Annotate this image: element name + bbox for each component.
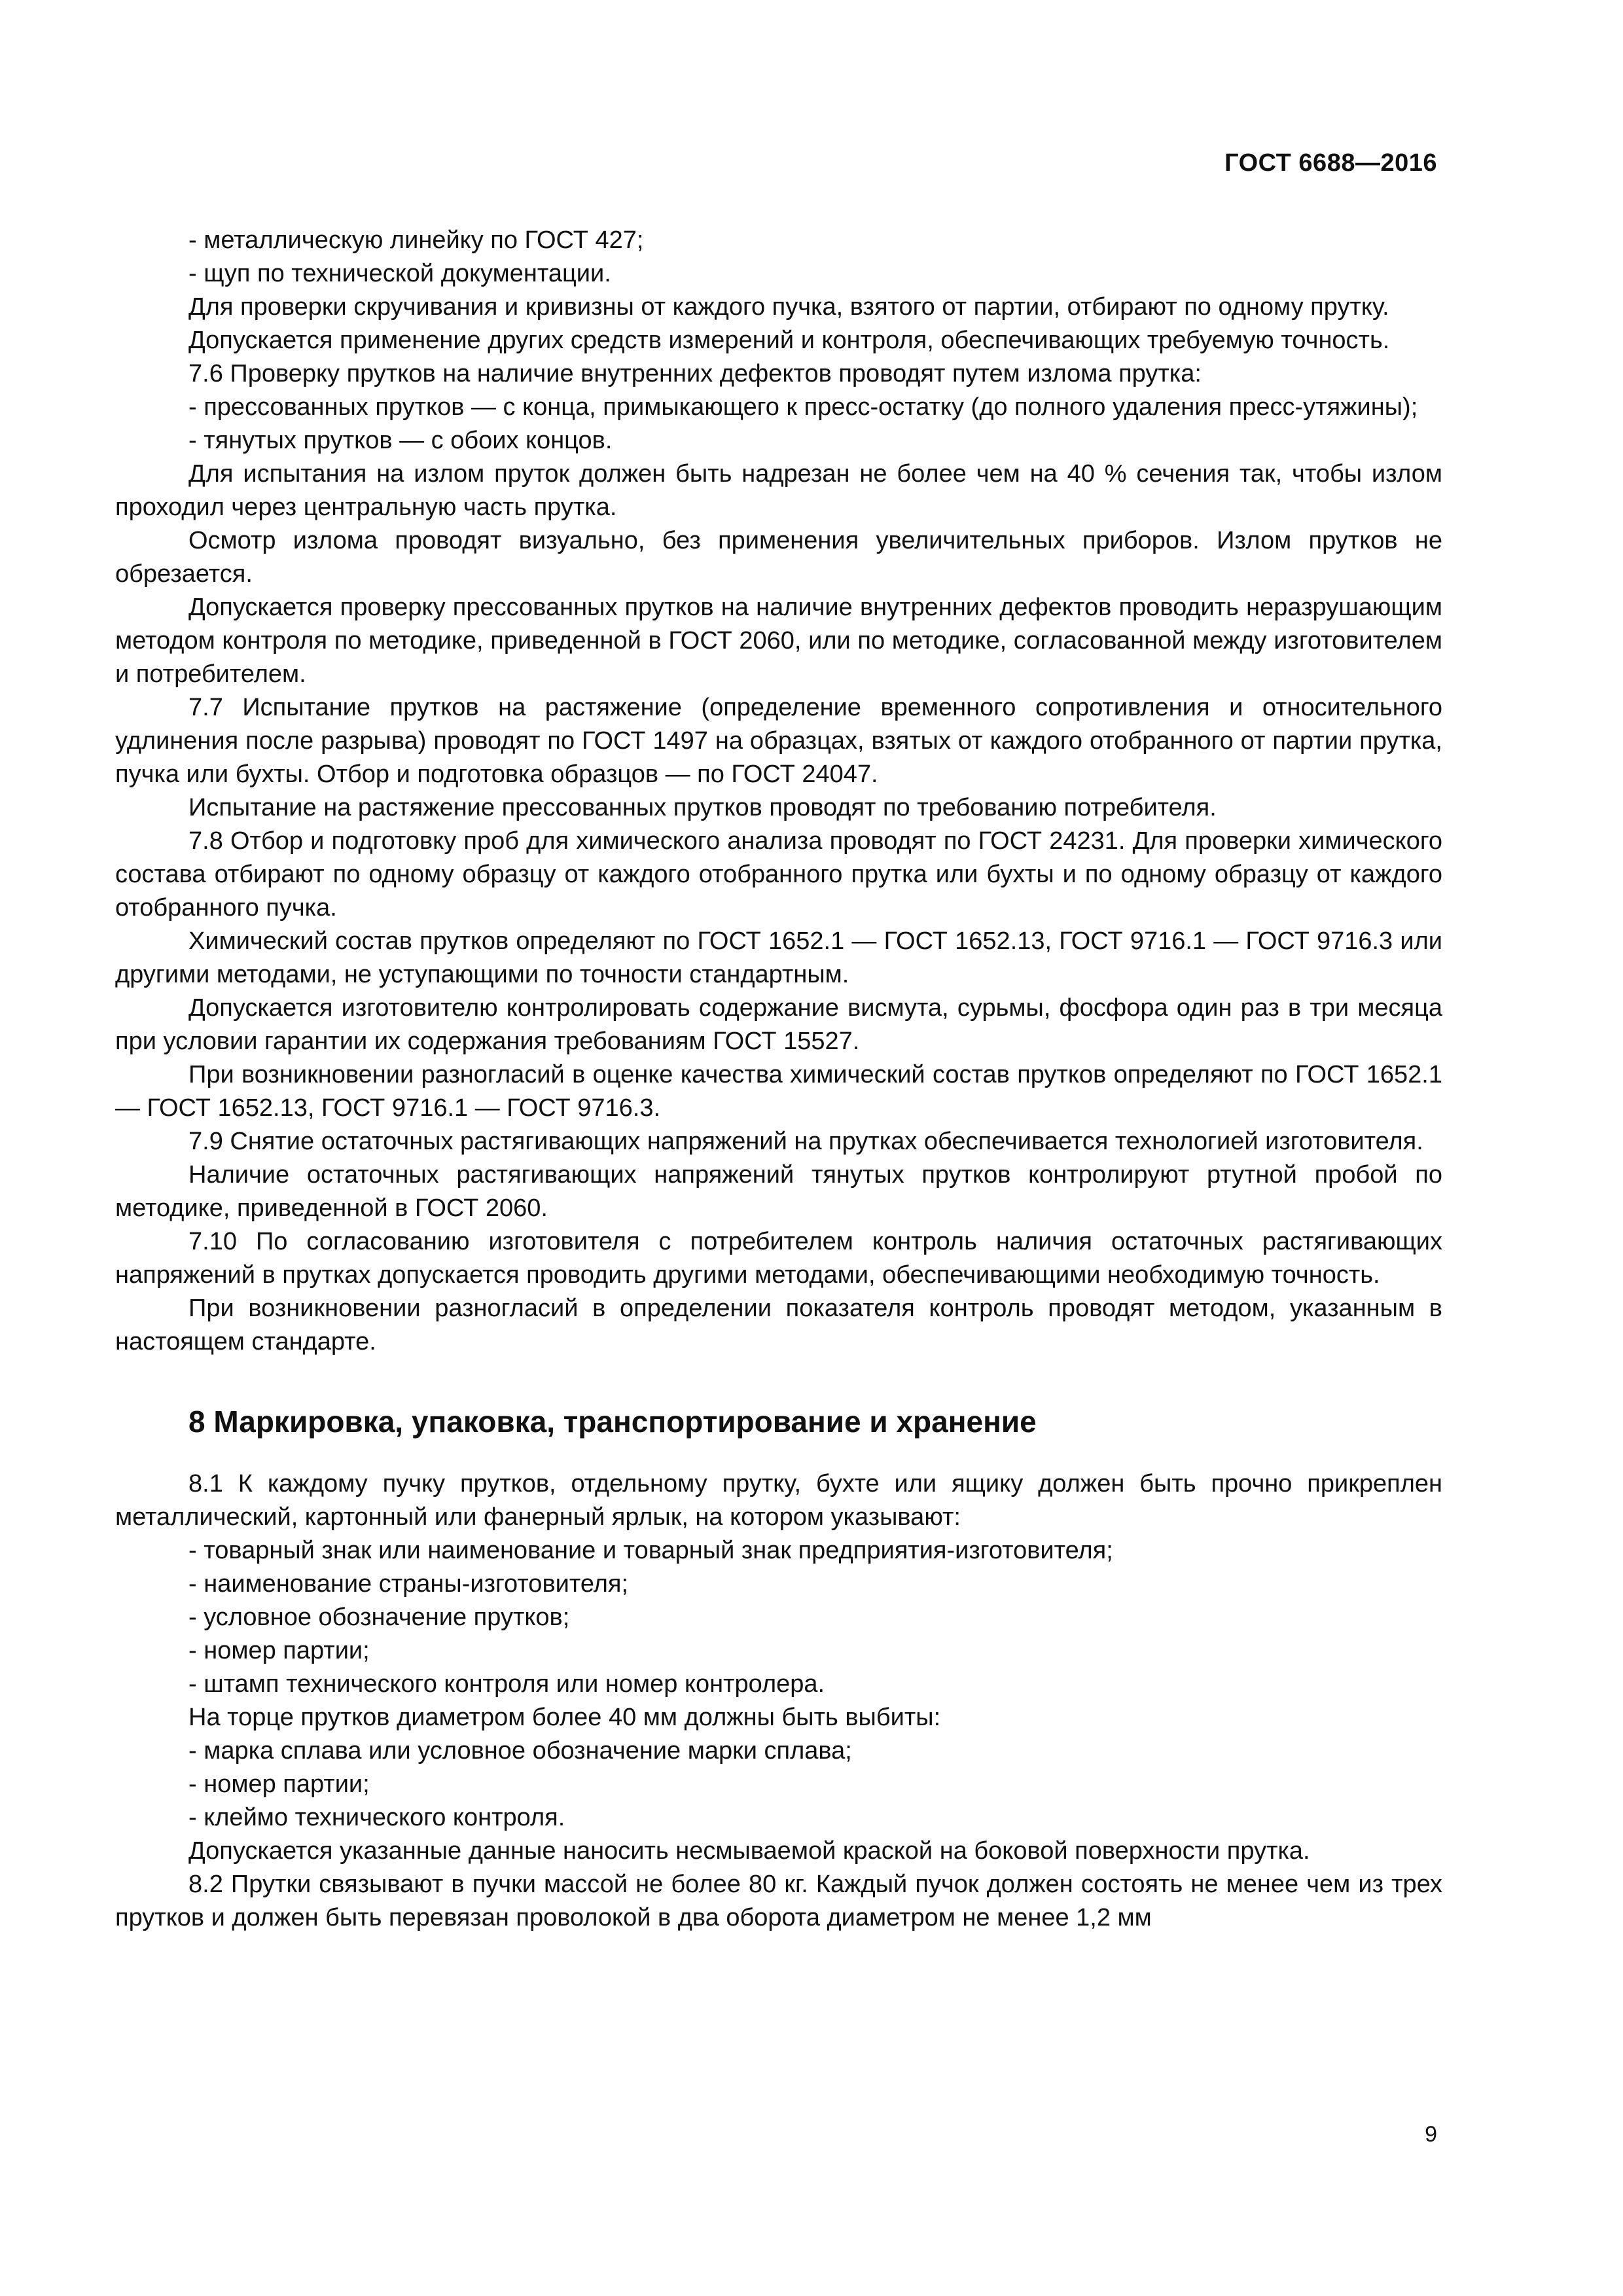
paragraph: Допускается указанные данные наносить несмываемой краской на боковой поверхности прутка.	[188, 1837, 1310, 1865]
paragraph: Допускается изготовителю контролировать содержание висмута, сурьмы, фосфора один раз в три месяца при условии гарантии их содержания требованиям ГОСТ 15527.	[115, 994, 1442, 1055]
list-item: - условное обозначение прутков;	[188, 1604, 570, 1631]
page-number: 9	[1425, 2122, 1437, 2147]
paragraph: 7.6 Проверку прутков на наличие внутренних дефектов проводят путем излома прутка:	[188, 360, 1202, 387]
list-item: - прессованных прутков — с конца, примыкающего к пресс-остатку (до полного удаления пресс-утяжины);	[188, 393, 1418, 421]
section-heading: 8 Маркировка, упаковка, транспортирование и хранение	[188, 1405, 1037, 1439]
list-item: - номер партии;	[188, 1770, 370, 1798]
list-item: - щуп по технической документации.	[188, 260, 611, 287]
list-item: - штамп технического контроля или номер контролера.	[188, 1670, 825, 1698]
paragraph: При возникновении разногласий в оценке качества химический состав прутков определяют по ГОСТ 1652.1 — ГОСТ 1652.13, ГОСТ 9716.1 — ГОСТ 9716.3.	[115, 1061, 1442, 1122]
paragraph: 7.10 По согласованию изготовителя с потребителем контроль наличия остаточных растягивающих напряжений в прутках допускается проводить другими методами, обеспечивающими необходимую точность.	[115, 1228, 1442, 1289]
list-item: - клеймо технического контроля.	[188, 1804, 565, 1831]
paragraph: Испытание на растяжение прессованных прутков проводят по требованию потребителя.	[188, 794, 1217, 821]
paragraph: Допускается применение других средств измерений и контроля, обеспечивающих требуемую точность.	[188, 327, 1390, 354]
list-item: - металлическую линейку по ГОСТ 427;	[188, 226, 644, 254]
list-item: - товарный знак или наименование и товарный знак предприятия-изготовителя;	[188, 1537, 1113, 1564]
paragraph: При возникновении разногласий в определении показателя контроль проводят методом, указанным в настоящем стандарте.	[115, 1295, 1442, 1355]
document-code-header: ГОСТ 6688—2016	[1224, 149, 1437, 177]
paragraph: 7.7 Испытание прутков на растяжение (определение временного сопротивления и относительного удлинения после разрыва) проводят по ГОСТ 1497 на образцах, взятых от каждого отобранного от партии прутка, пучка или бухты. Отбор и подготовка образцов — по ГОСТ 24047.	[115, 694, 1442, 788]
paragraph: Для испытания на излом пруток должен быть надрезан не более чем на 40 % сечения так, чтобы излом проходил через центральную часть прутка.	[115, 460, 1442, 521]
paragraph: Наличие остаточных растягивающих напряжений тянутых прутков контролируют ртутной пробой по методике, приведенной в ГОСТ 2060.	[115, 1161, 1442, 1222]
paragraph: На торце прутков диаметром более 40 мм должны быть выбиты:	[188, 1704, 941, 1731]
paragraph: Осмотр излома проводят визуально, без применения увеличительных приборов. Излом прутков не обрезается.	[115, 527, 1442, 588]
list-item: - марка сплава или условное обозначение марки сплава;	[188, 1737, 852, 1765]
paragraph: 7.8 Отбор и подготовку проб для химического анализа проводят по ГОСТ 24231. Для проверки химического состава отбирают по одному образцу от каждого отобранного прутка или бухты и по одному образцу от каждого отобранного пучка.	[115, 827, 1442, 922]
paragraph: 7.9 Снятие остаточных растягивающих напряжений на прутках обеспечивается технологией изготовителя.	[188, 1128, 1423, 1155]
document-body	[115, 224, 1442, 1935]
list-item: - номер партии;	[188, 1637, 370, 1664]
paragraph: Для проверки скручивания и кривизны от каждого пучка, взятого от партии, отбирают по одному прутку.	[188, 293, 1389, 321]
paragraph: Допускается проверку прессованных прутков на наличие внутренних дефектов проводить неразрушающим методом контроля по методике, приведенной в ГОСТ 2060, или по методике, согласованной между изготовителем и потребителем.	[115, 594, 1442, 688]
paragraph: Химический состав прутков определяют по ГОСТ 1652.1 — ГОСТ 1652.13, ГОСТ 9716.1 — ГОСТ 9716.3 или другими методами, не уступающими по точности стандартным.	[115, 927, 1442, 988]
paragraph: 8.1 К каждому пучку прутков, отдельному прутку, бухте или ящику должен быть прочно прикреплен металлический, картонный или фанерный ярлык, на котором указывают:	[115, 1470, 1442, 1531]
list-item: - тянутых прутков — с обоих концов.	[188, 427, 613, 454]
list-item: - наименование страны-изготовителя;	[188, 1570, 629, 1598]
paragraph: 8.2 Прутки связывают в пучки массой не более 80 кг. Каждый пучок должен состоять не менее чем из трех прутков и должен быть перевязан проволокой в два оборота диаметром не менее 1,2 мм	[115, 1871, 1442, 1931]
